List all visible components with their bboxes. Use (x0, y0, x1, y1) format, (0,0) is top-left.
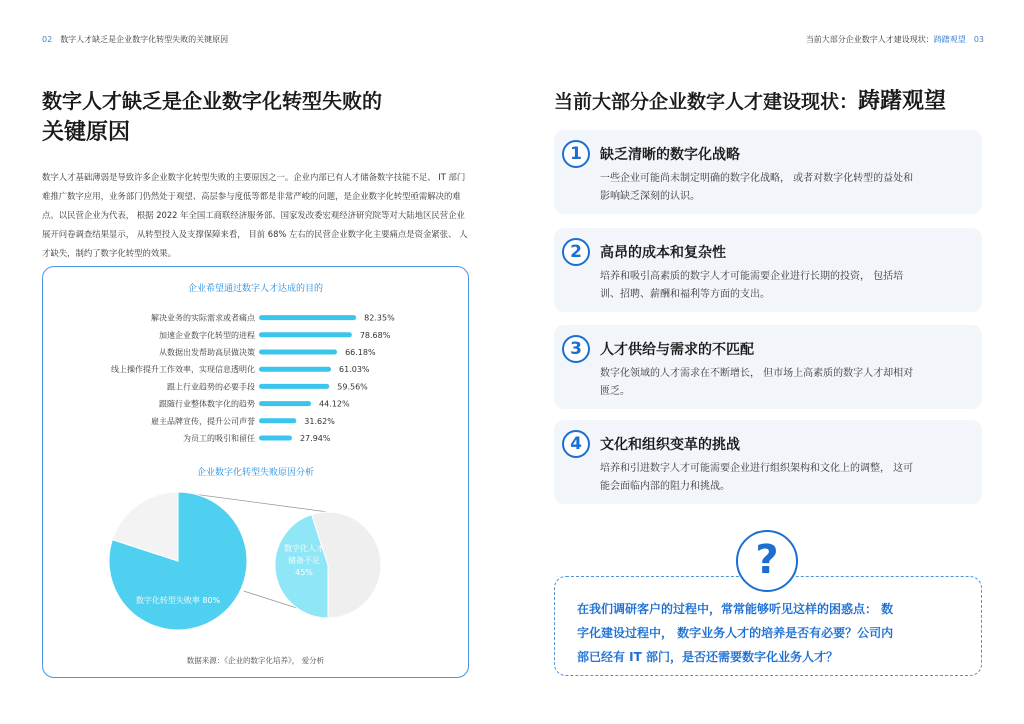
bar (259, 436, 292, 441)
bar-category-label: 为员工的吸引和留任 (183, 434, 255, 443)
pie-chart (43, 489, 468, 649)
issue-card (554, 228, 982, 312)
card-body (600, 460, 970, 496)
card-title: 缺乏清晰的数字化战略 (600, 147, 740, 163)
bar-value-label: 59.56% (337, 382, 368, 392)
number-badge: 2 (562, 238, 590, 266)
intro-line: 数字人才基础薄弱是导致许多企业数字化转型失败的主要原因之一。企业内部已有人才储备数字技能不足、 IT 部门 (42, 172, 466, 182)
page-title (554, 84, 946, 115)
intro-line: 难推广数字应用，业务部门仍然处于观望、高层参与度低等都是非常严峻的问题，是企业数字化转型亟需解决的难 (42, 191, 461, 201)
number-badge: 4 (562, 430, 590, 458)
bar-value-label: 78.68% (359, 330, 391, 340)
page-title-accent: 踌躇观望 (858, 89, 947, 114)
card-body-line: 匮乏。 (600, 386, 630, 397)
number-badge: 1 (562, 140, 590, 168)
bar (259, 332, 352, 337)
bar-category-label: 跟随行业整体数字化的趋势 (159, 399, 255, 409)
intro-paragraph (42, 168, 472, 263)
question-line: 字化建设过程中， 数字业务人才的培养是否有必要？公司内 (577, 626, 894, 640)
page-title (42, 86, 382, 148)
bar-value-label: 27.94% (299, 434, 331, 443)
data-source: 数据来源：《企业的数字化培养》， 爱分析 (186, 656, 325, 665)
page-number: 02 (42, 35, 53, 44)
issue-card (554, 325, 982, 409)
bar-value-label: 31.62% (304, 416, 335, 426)
issue-card (554, 130, 982, 214)
bar-category-label: 解决业务的实际需求或者痛点 (151, 313, 255, 323)
card-body-line: 能会面临内部的阻力和挑战。 (600, 481, 730, 492)
question-line: 部已经有 IT 部门，是否还需要数字化业务人才？ (577, 650, 839, 664)
bar-category-label: 线上操作提升工作效率，实现信息透明化 (111, 365, 255, 375)
card-body-line: 培养和吸引高素质的数字人才可能需要企业进行长期的投资， 包括培 (600, 271, 904, 282)
card-body (600, 170, 970, 206)
bar-category-label: 跟上行业趋势的必要手段 (167, 382, 255, 392)
card-body-line: 培养和引进数字人才可能需要企业进行组织架构和文化上的调整， 这可 (600, 463, 914, 474)
intro-line: 展开问卷调查结果显示， 从转型投入及支撑保障来看， 目前 68% 左右的民营企业数字化主要痛点是资金紧张、 人 (42, 229, 468, 239)
question-mark-icon: ? (736, 530, 798, 592)
page-title-main: 当前大部分企业数字人才建设现状： (554, 91, 859, 113)
page-number: 03 (973, 35, 984, 44)
card-body-line: 数字化领域的人才需求在不断增长， 但市场上高素质的数字人才却相对 (600, 368, 914, 379)
bar-value-label: 82.35% (364, 313, 395, 323)
question-line: 在我们调研客户的过程中，常常能够听见这样的困惑点： 数 (577, 602, 894, 616)
bar-category-label: 从数据出发帮助高层做决策 (159, 348, 255, 357)
issue-card (554, 420, 982, 504)
running-header-right (806, 34, 984, 45)
bar (259, 367, 331, 372)
bar-value-label: 44.12% (319, 399, 350, 409)
bar (259, 315, 356, 320)
number-badge: 3 (562, 335, 590, 363)
card-body (600, 365, 970, 401)
page-title-line2: 关键原因 (42, 120, 131, 145)
card-body-line: 影响缺乏深刻的认识。 (600, 191, 700, 202)
bar-chart (43, 305, 468, 475)
bar (259, 350, 337, 355)
card-body (600, 268, 970, 304)
running-header-text: 当前大部分企业数字人才建设现状： (805, 35, 934, 44)
bar-chart-title: 企业希望通过数字人才达成的目的 (187, 284, 323, 294)
bar (259, 384, 329, 389)
bar (259, 401, 311, 406)
question-text (577, 597, 967, 669)
card-title: 文化和组织变革的挑战 (600, 437, 740, 453)
bar-category-label: 加速企业数字化转型的进程 (159, 330, 255, 340)
chart-panel (42, 266, 469, 678)
pie-slice-label: 数字化转型失败率 80% (135, 596, 221, 605)
running-header-left (42, 34, 228, 45)
bar-value-label: 61.03% (339, 365, 370, 375)
intro-line: 才缺失，制约了数字化转型的效果。 (42, 248, 176, 258)
card-title: 人才供给与需求的不匹配 (600, 342, 754, 358)
intro-line: 点。以民营企业为代表， 根据 2022 年全国工商联经济服务部、国家发改委宏观经济研究院等对大陆地区民营企业 (42, 210, 465, 220)
card-body-line: 一些企业可能尚未制定明确的数字化战略， 或者对数字化转型的益处和 (600, 173, 914, 184)
pie-chart-title: 企业数字化转型失败原因分析 (196, 468, 314, 478)
page-title-line1: 数字人才缺乏是企业数字化转型失败的 (42, 89, 382, 113)
right-page (512, 0, 1024, 724)
running-header-text: 数字人才缺乏是企业数字化转型失败的关键原因 (60, 35, 229, 44)
bar-value-label: 66.18% (345, 348, 376, 357)
card-body-line: 训、招聘、薪酬和福利等方面的支出。 (600, 289, 770, 300)
card-title: 高昂的成本和复杂性 (600, 245, 726, 261)
bar-category-label: 雇主品牌宣传，提升公司声誉 (151, 416, 255, 426)
pie-slice-label: 数字化人才储备不足 45% (284, 544, 324, 577)
running-header-accent: 踌躇观望 (933, 35, 966, 44)
bar (259, 418, 296, 423)
